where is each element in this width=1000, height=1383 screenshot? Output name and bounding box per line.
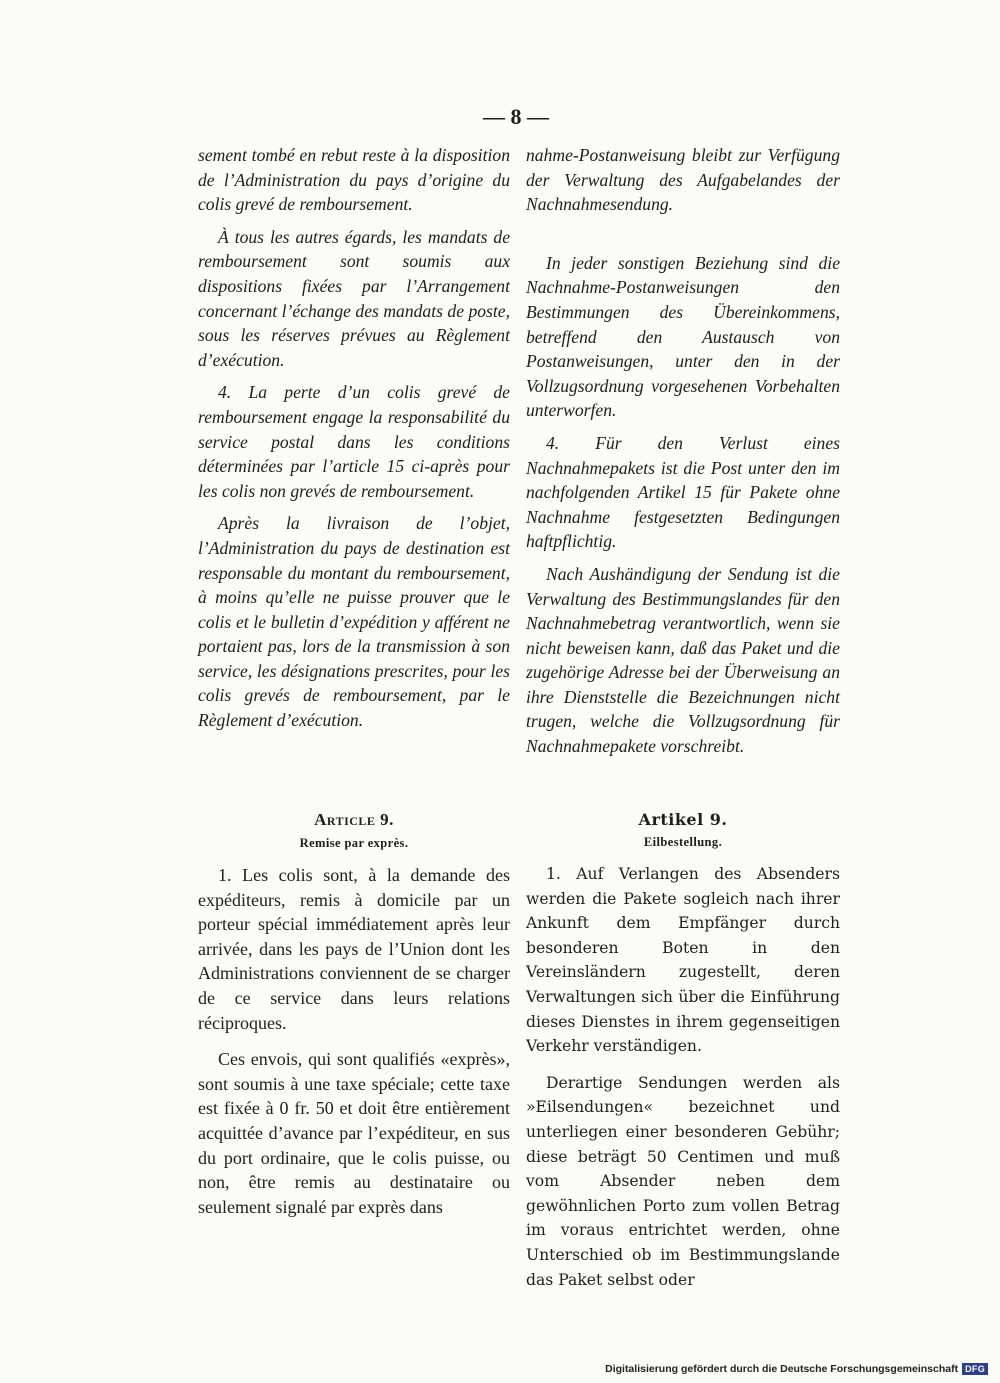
french-paragraph: sement tombé en rebut reste à la disposition de l’Administration du pays d’origine du colis grevé de remboursement.: [198, 145, 510, 215]
french-paragraph: 4. La perte d’un colis grevé de remboursement engage la responsabilité du service postal dans les conditions déterminées par l’article 15 ci-après pour les colis non grevés de remboursement.: [198, 382, 510, 501]
french-paragraph: À tous les autres égards, les mandats de remboursement sont soumis aux dispositions fixées par l’Arrangement concernant l’échange des mandats de poste, sous les réserves prévues au Règlement d’exécution.: [198, 226, 510, 370]
french-article-paragraph: 1. Les colis sont, à la demande des expéditeurs, remis à domicile par un porteur spécial immédiatement après leur arrivée, dans les pays de l’Union dont les Administrations conviennent de se charger de ce service dans leurs relations réciproques.: [198, 865, 510, 1033]
german-paragraph: In jeder sonstigen Beziehung sind die Nachnahme-Postanweisungen den Bestimmungen des Übereinkommens, betreffend den Austausch von Postanweisungen, unter den in der Vollzugsordnung vorgesehenen Vorbehalten unterworfen.: [526, 252, 840, 421]
french-article-section: [198, 810, 510, 1231]
german-paragraph: Nach Aushändigung der Sendung ist die Verwaltung des Bestimmungslandes für den Nachnahmebetrag verantwortlich, wenn sie nicht beweisen kann, daß das Paket und die zugehörige Adresse bei der Überweisung an ihre Dienststelle die Bezeichnungen nicht trugen, welche die Vollzugsordnung für Nachnahmepakete vorschreibt.: [526, 563, 840, 757]
french-column-top: [198, 143, 510, 741]
german-article-paragraph: 1. Auf Verlangen des Absenders werden die Pakete sogleich nach ihrer Ankunft dem Empfänger durch besonderen Boten in den Vereinsländern zugestellt, deren Verwaltungen sich über die Einführung dieses Dienstes in ihrem gegenseitigen Verkehr verständigen.: [526, 865, 840, 1056]
french-article-subtitle: Remise par exprès.: [299, 836, 409, 850]
german-article-heading: Artikel 9.: [638, 810, 728, 829]
french-article-paragraph: Ces envois, qui sont qualifiés «exprès», sont soumis à une taxe spéciale; cette taxe est fixée à 0 fr. 50 et doit être entièrement acquittée d’avance par l’expéditeur, en sus du port ordinaire, que le colis puisse, ou non, être remis au destinataire ou seulement signalé par exprès dans: [198, 1049, 510, 1217]
german-article-subtitle: Eilbestellung.: [643, 835, 723, 849]
page-number: — 8 —: [483, 104, 549, 129]
german-column-top: [526, 143, 840, 767]
french-paragraph: Après la livraison de l’objet, l’Administration du pays de destination est responsable du montant du remboursement, à moins qu’elle ne puisse prouver que le colis et le bulletin d’expédition y afférent ne portaient pas, lors de la transmission à son service, les désignations prescrites, pour les colis grevés de remboursement, par le Règlement d’exécution.: [198, 513, 510, 731]
german-paragraph: 4. Für den Verlust eines Nachnahmepakets ist die Post unter den im nachfolgenden Artikel 15 für Pakete ohne Nachnahme festgesetzten Bedingungen haftpflichtig.: [526, 432, 840, 552]
digitization-footer: [605, 1363, 988, 1375]
footer-text: Digitalisierung gefördert durch die Deutsche Forschungsgemeinschaft: [605, 1363, 959, 1375]
german-paragraph: nahme-Postanweisung bleibt zur Verfügung der Verwaltung des Aufgabelandes der Nachnahmesendung.: [526, 145, 840, 215]
german-article-paragraph: Derartige Sendungen werden als »Eilsendungen« bezeichnet und unterliegen einer besonderen Gebühr; diese beträgt 50 Centimen und muß vom Absender neben dem gewöhnlichen Porto zum vollen Betrag im voraus entrichtet werden, ohne Unterschied ob im Bestimmungslande das Paket selbst oder: [526, 1073, 840, 1289]
french-article-heading: Article 9.: [314, 810, 394, 829]
dfg-logo-icon: DFG: [962, 1363, 988, 1375]
german-article-section: [526, 810, 840, 1304]
